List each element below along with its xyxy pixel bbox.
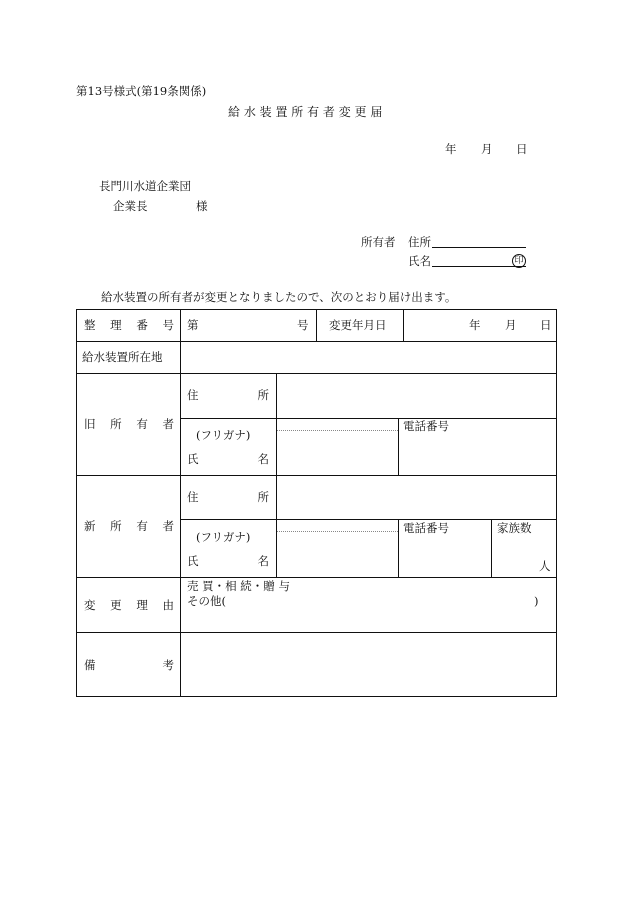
label-reference-number	[84, 320, 174, 332]
reference-number-field[interactable]	[201, 312, 301, 338]
label-old-owner	[84, 419, 174, 431]
date-year: 年	[445, 142, 457, 156]
label-new-owner	[84, 521, 174, 533]
label-char: 新	[84, 519, 96, 533]
label-char: 住	[187, 490, 199, 504]
label-installation-location: 給水装置所在地	[82, 350, 163, 364]
label-char: 理	[110, 318, 122, 332]
old-address-field[interactable]	[278, 375, 554, 416]
new-phone-field[interactable]	[400, 537, 489, 575]
family-count-unit: 人	[539, 559, 551, 573]
form-number: 第13号様式(第19条関係)	[76, 84, 207, 98]
label-new-furigana: (フリガナ)	[196, 530, 251, 544]
change-form-table	[76, 309, 557, 697]
label-char: 者	[162, 519, 174, 533]
new-name-field[interactable]	[278, 521, 396, 575]
label-old-address	[187, 390, 269, 402]
label-change-reason	[84, 600, 174, 612]
label-char: 氏	[187, 452, 199, 466]
label-char: 所	[257, 490, 269, 504]
reason-other-close: )	[534, 594, 539, 608]
label-char: 備	[84, 658, 96, 672]
change-date-month: 月	[505, 318, 517, 332]
reason-options[interactable]: 売 買・相 続・贈 与	[187, 579, 290, 593]
reason-other-field[interactable]	[231, 593, 531, 609]
label-new-name	[187, 556, 269, 568]
change-date-year: 年	[469, 318, 481, 332]
addressee-honorific: 様	[196, 199, 208, 213]
label-char: 所	[110, 519, 122, 533]
label-new-address	[187, 492, 269, 504]
date-day: 日	[516, 142, 528, 156]
label-char: 所	[257, 388, 269, 402]
statement: 給水装置の所有者が変更となりましたので、次のとおり届け出ます。	[101, 290, 457, 304]
old-name-field[interactable]	[278, 420, 396, 473]
label-char: 所	[110, 417, 122, 431]
label-char: 住	[187, 388, 199, 402]
reason-other-open: その他(	[187, 594, 226, 608]
installation-location-field[interactable]	[182, 343, 554, 371]
label-old-furigana: (フリガナ)	[196, 428, 251, 442]
label-char: 号	[162, 318, 174, 332]
label-char: 旧	[84, 417, 96, 431]
label-char: 有	[136, 519, 148, 533]
label-old-name	[187, 454, 269, 466]
reference-go: 号	[297, 318, 309, 332]
owner-address-field[interactable]	[432, 235, 526, 248]
label-remarks	[84, 660, 174, 672]
label-char: 名	[257, 452, 269, 466]
label-old-phone: 電話番号	[403, 419, 449, 433]
owner-name-label: 氏名	[408, 254, 431, 268]
label-char: 番	[136, 318, 148, 332]
old-phone-field[interactable]	[400, 435, 554, 473]
seal-mark: 印	[512, 254, 526, 268]
date-month: 月	[481, 142, 493, 156]
label-char: 理	[136, 598, 148, 612]
owner-label: 所有者	[361, 235, 396, 249]
label-char: 更	[110, 598, 122, 612]
addressee-org: 長門川水道企業団	[99, 179, 191, 193]
label-char: 名	[257, 554, 269, 568]
form-title: 給 水 装 置 所 有 者 変 更 届	[228, 105, 383, 119]
reference-dai: 第	[187, 318, 199, 332]
label-char: 有	[136, 417, 148, 431]
new-address-field[interactable]	[278, 477, 554, 517]
label-char: 由	[162, 598, 174, 612]
label-char: 考	[162, 658, 174, 672]
label-char: 氏	[187, 554, 199, 568]
label-char: 者	[162, 417, 174, 431]
label-char: 整	[84, 318, 96, 332]
label-change-date: 変更年月日	[329, 318, 387, 332]
owner-address-label: 住所	[408, 235, 431, 249]
addressee-head: 企業長	[113, 199, 148, 213]
label-family-count: 家族数	[497, 521, 532, 535]
change-date-day: 日	[540, 318, 552, 332]
family-count-field[interactable]	[493, 537, 543, 575]
label-char: 変	[84, 598, 96, 612]
label-new-phone: 電話番号	[403, 521, 449, 535]
remarks-field[interactable]	[182, 635, 554, 694]
